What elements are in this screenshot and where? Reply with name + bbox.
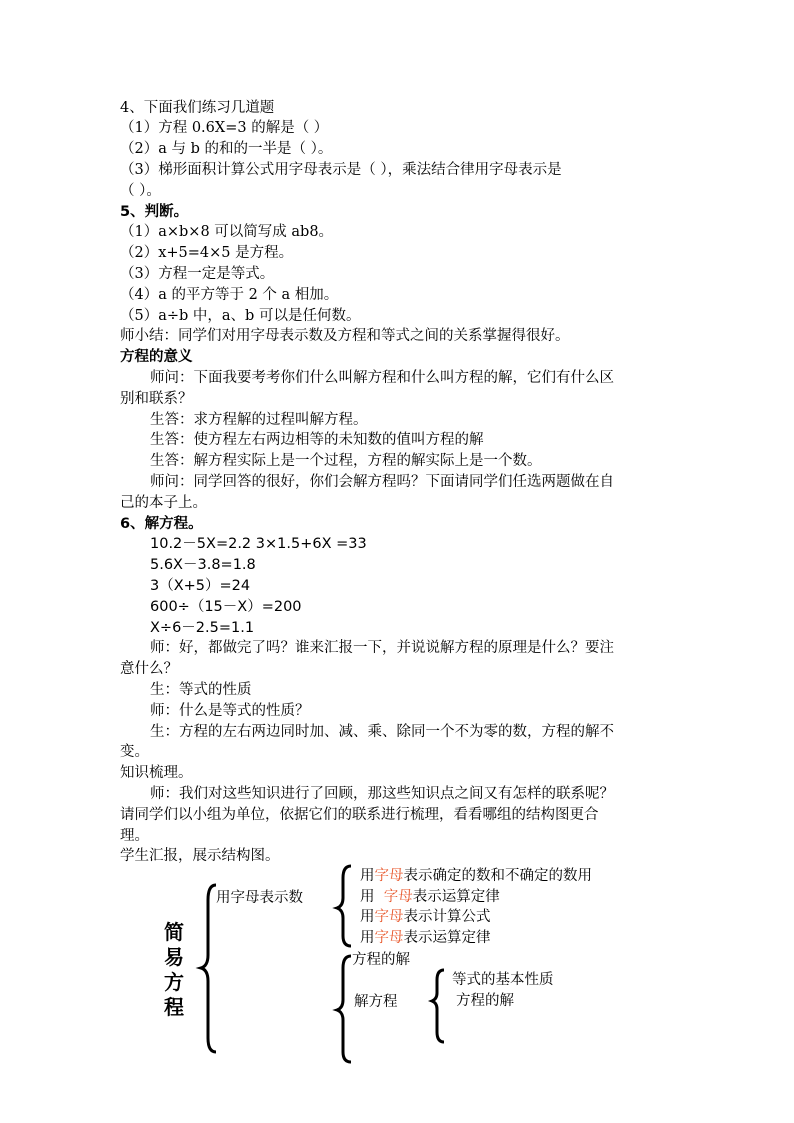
- dialogue-line: 师：好，都做完了吗？谁来汇报一下，并说说解方程的原理是什么？要注: [150, 640, 614, 656]
- q4-item-2: （2）a 与 b 的和的一半是（ ）。: [120, 141, 333, 157]
- title-char: 简: [164, 920, 184, 944]
- dialogue-line: 生答：求方程解的过程叫解方程。: [150, 412, 368, 428]
- equation: 600÷（15－X）=200: [150, 599, 302, 615]
- dialogue-line: 理。: [120, 828, 149, 844]
- equation: X÷6－2.5=1.1: [150, 620, 255, 636]
- brace-equation: [337, 956, 351, 1062]
- title-char: 程: [164, 995, 184, 1019]
- dialogue-line: 生答：解方程实际上是一个过程，方程的解实际上是一个数。: [150, 453, 542, 469]
- title-char: 易: [164, 945, 184, 969]
- dialogue-line: 生答：使方程左右两边相等的未知数的值叫方程的解: [150, 432, 484, 448]
- q5-item-1: （1）a×b×8 可以简写成 ab8。: [120, 224, 334, 240]
- q5-item-5: （5）a÷b 中，a、b 可以是任何数。: [120, 308, 361, 324]
- dialogue-line: 师：什么是等式的性质？: [150, 703, 310, 719]
- q5-heading: 5、判断。: [120, 204, 189, 220]
- q5-item-2: （2）x+5=4×5 是方程。: [120, 245, 294, 261]
- equation: 10.2－5X=2.2 3×1.5+6X =33: [150, 536, 367, 552]
- dialogue-line: 学生汇报，展示结构图。: [120, 848, 280, 864]
- section-heading-meaning: 方程的意义: [120, 349, 193, 365]
- q4-item-1: （1）方程 0.6X=3 的解是（ ）: [120, 120, 329, 136]
- letters-item: 用字母表示确定的数和不确定的数用: [360, 868, 592, 884]
- equation: 3（X+5）=24: [150, 578, 251, 594]
- dialogue-line: 请同学们以小组为单位，依据它们的联系进行梳理，看看哪组的结构图更合: [120, 807, 599, 823]
- q4-item-3: （3）梯形面积计算公式用字母表示是（ ），乘法结合律用字母表示是: [120, 162, 562, 178]
- q5-item-3: （3）方程一定是等式。: [120, 266, 275, 282]
- letters-item: 用字母表示运算定律: [360, 930, 491, 946]
- letters-item: 用字母表示计算公式: [360, 909, 491, 925]
- q4-item-3-cont: （ ）。: [120, 183, 161, 199]
- main-brace: [201, 885, 216, 1052]
- brace-letters: [337, 866, 351, 946]
- dialogue-line: 师问：下面我要考考你们什么叫解方程和什么叫方程的解，它们有什么区: [150, 370, 614, 386]
- diagram-title: [162, 920, 186, 1020]
- dialogue-line: 己的本子上。: [120, 495, 207, 511]
- equation: 5.6X－3.8=1.8: [150, 557, 256, 573]
- solve-equation-label: 解方程: [354, 994, 398, 1010]
- letters-item: 用 字母表示运算定律: [360, 889, 500, 905]
- dialogue-line: 生：方程的左右两边同时加、减、乘、除同一个不为零的数，方程的解不: [150, 724, 614, 740]
- branch-letters-label: 用字母表示数: [216, 890, 303, 906]
- dialogue-line: 意什么？: [120, 661, 178, 677]
- q4-heading: 4、下面我们练习几道题: [120, 100, 275, 116]
- dialogue-line: 师：我们对这些知识进行了回顾，那这些知识点之间又有怎样的联系呢？: [150, 786, 614, 802]
- dialogue-line: 变。: [120, 744, 149, 760]
- q5-item-4: （4）a 的平方等于 2 个 a 相加。: [120, 287, 339, 303]
- brace-solve: [432, 970, 444, 1042]
- q6-heading: 6、解方程。: [120, 516, 203, 532]
- section-heading-review: 知识梳理。: [120, 765, 193, 781]
- dialogue-line: 别和联系？: [120, 391, 193, 407]
- equation-solution-label: 方程的解: [352, 952, 410, 968]
- dialogue-line: 生：等式的性质: [150, 682, 252, 698]
- dialogue-line: 师问：同学回答的很好，你们会解方程吗？下面请同学们任选两题做在自: [150, 474, 614, 490]
- solve-item: 方程的解: [456, 993, 514, 1009]
- teacher-summary: 师小结：同学们对用字母表示数及方程和等式之间的关系掌握得很好。: [120, 328, 570, 344]
- solve-item: 等式的基本性质: [452, 972, 554, 988]
- title-char: 方: [164, 970, 184, 994]
